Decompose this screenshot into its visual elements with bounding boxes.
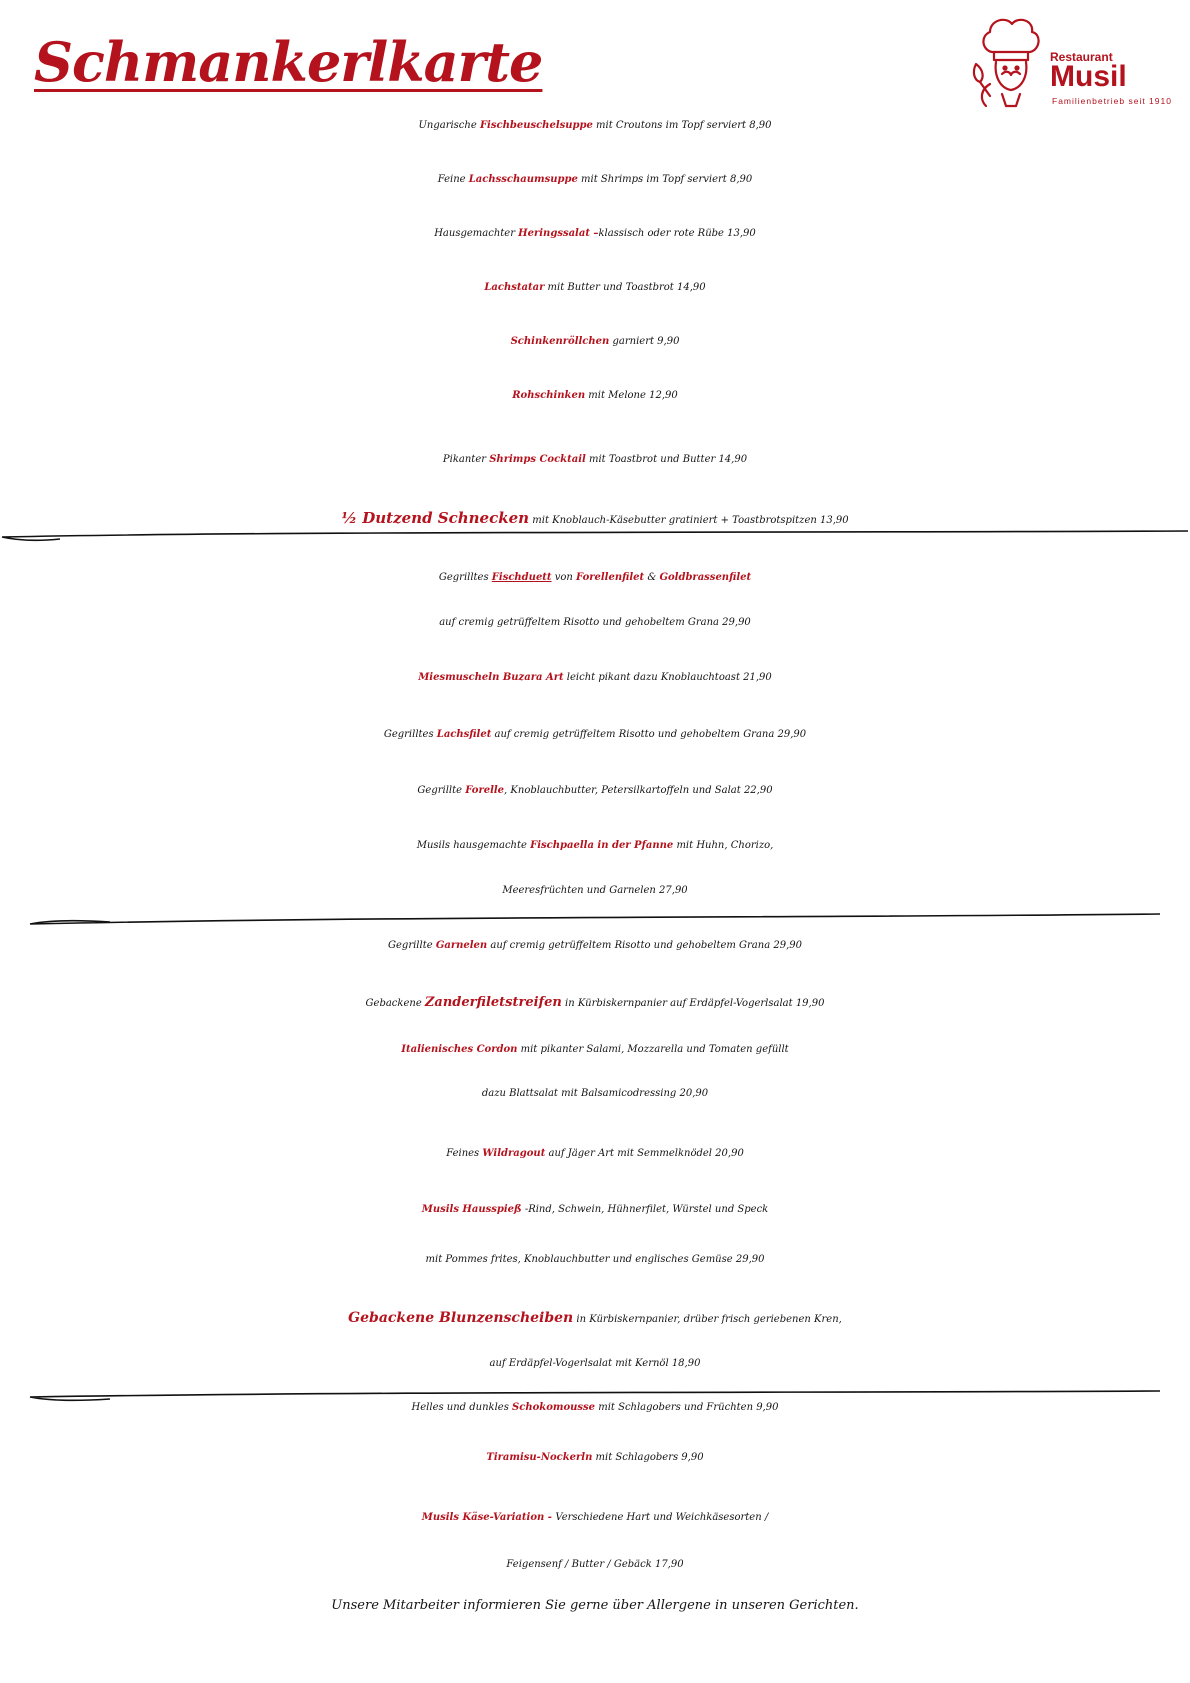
dish-name: Fischduett <box>491 572 552 583</box>
dish-description: Meeresfrüchten und Garnelen 27,90 <box>502 885 688 896</box>
dish-description: mit Pommes frites, Knoblauchbutter und englisches Gemüse 29,90 <box>425 1254 765 1265</box>
menu-item-line <box>0 1452 1190 1464</box>
dish-name: Lachsfilet <box>436 729 492 740</box>
dish-name: Forelle <box>465 785 505 796</box>
dish-description: Gegrillte <box>417 785 466 796</box>
dish-description: Gebackene <box>365 998 425 1009</box>
dish-description: Verschiedene Hart und Weichkäsesorten / <box>555 1512 769 1523</box>
dish-description: mit Shrimps im Topf serviert 8,90 <box>577 174 753 185</box>
dish-description: mit Toastbrot und Butter 14,90 <box>585 454 748 465</box>
dish-name: Garnelen <box>435 940 488 951</box>
dish-description: Gegrilltes <box>438 572 492 583</box>
dish-description: -Rind, Schwein, Hühnerfilet, Würstel und Speck <box>521 1204 769 1215</box>
page-title: Schmankerlkarte <box>34 30 543 94</box>
menu-item-line <box>0 885 1190 897</box>
dish-name: Fischpaella in der Pfanne <box>530 840 674 851</box>
dish-description: Feigensenf / Butter / Gebäck 17,90 <box>506 1559 684 1570</box>
dish-description: , Knoblauchbutter, Petersilkartoffeln und Salat 22,90 <box>504 785 773 796</box>
dish-name: Forellenfilet <box>576 572 645 583</box>
dish-name: Musils Käse-Variation - <box>421 1512 556 1523</box>
logo-name: Musil <box>1050 60 1127 93</box>
logo-restaurant-label: Restaurant <box>1050 50 1113 64</box>
dish-description: von <box>551 572 577 583</box>
dish-name: Goldbrassenfilet <box>659 572 752 583</box>
menu-item-line <box>0 390 1190 402</box>
restaurant-logo <box>968 12 1180 112</box>
dish-description: mit Melone 12,90 <box>585 390 678 401</box>
menu-item-line <box>0 1088 1190 1100</box>
menu-item-line <box>0 1310 1190 1326</box>
dish-description: mit Knoblauch-Käsebutter gratiniert + Toastbrotspitzen 13,90 <box>529 515 849 526</box>
dish-description: Feine <box>437 174 469 185</box>
dish-description: & <box>644 572 660 583</box>
dish-description: auf cremig getrüffeltem Risotto und gehobeltem Grana 29,90 <box>487 940 802 951</box>
dish-name: Wildragout <box>482 1148 546 1159</box>
dish-name: Fischbeuschelsuppe <box>479 120 593 131</box>
dish-description: Ungarische <box>418 120 480 131</box>
dish-description: in Kürbiskernpanier, drüber frisch geriebenen Kren, <box>573 1314 842 1325</box>
section-divider <box>0 908 1190 932</box>
dish-name: Shrimps Cocktail <box>489 454 586 465</box>
dish-description: Helles und dunkles <box>411 1402 513 1413</box>
dish-description: mit Huhn, Chorizo, <box>673 840 774 851</box>
dish-description: auf Jäger Art mit Semmelknödel 20,90 <box>545 1148 744 1159</box>
dish-description: mit pikanter Salami, Mozzarella und Tomaten gefüllt <box>517 1044 789 1055</box>
menu-item-line <box>0 572 1190 584</box>
chef-icon <box>968 12 1052 112</box>
menu-item-line <box>0 1559 1190 1571</box>
dish-name: Gebackene Blunzenscheiben <box>348 1310 574 1326</box>
dish-name: ½ Dutzend Schnecken <box>341 509 530 527</box>
dish-description: dazu Blattsalat mit Balsamicodressing 20,90 <box>481 1088 709 1099</box>
menu-item-line <box>0 785 1190 797</box>
dish-description: mit Croutons im Topf serviert 8,90 <box>592 120 772 131</box>
menu-item-line <box>0 996 1190 1011</box>
menu-item-line <box>0 454 1190 466</box>
menu-item-line <box>0 1358 1190 1370</box>
dish-name: Musils Hausspieß <box>421 1204 522 1215</box>
dish-description: mit Schlagobers und Früchten 9,90 <box>595 1402 779 1413</box>
dish-name: Miesmuscheln Buzara Art <box>418 672 564 683</box>
dish-description: Gegrilltes <box>383 729 437 740</box>
section-divider <box>0 1385 1190 1409</box>
dish-name: Heringssalat – <box>518 228 599 239</box>
dish-name: Italienisches Cordon <box>401 1044 518 1055</box>
menu-item-line <box>0 282 1190 294</box>
menu-item-line <box>0 1512 1190 1524</box>
dish-description: klassisch oder rote Rübe 13,90 <box>598 228 756 239</box>
menu-item-line <box>0 840 1190 852</box>
menu-item-line <box>0 1148 1190 1160</box>
dish-description: Hausgemachter <box>434 228 519 239</box>
dish-description: in Kürbiskernpanier auf Erdäpfel-Vogerlsalat 19,90 <box>561 998 825 1009</box>
dish-description: Pikanter <box>442 454 490 465</box>
dish-name: Zanderfiletstreifen <box>424 995 562 1010</box>
menu-item-line <box>0 940 1190 952</box>
menu-item-line <box>0 729 1190 741</box>
dish-name: Lachsschaumsuppe <box>468 174 578 185</box>
menu-item-line <box>0 1044 1190 1056</box>
dish-description: mit Butter und Toastbrot 14,90 <box>544 282 706 293</box>
section-divider <box>0 525 1190 549</box>
logo-tagline: Familienbetrieb seit 1910 <box>1052 96 1172 106</box>
menu-item-line <box>0 174 1190 186</box>
dish-description: auf cremig getrüffeltem Risotto und gehobeltem Grana 29,90 <box>491 729 807 740</box>
dish-name: Schokomousse <box>512 1402 596 1413</box>
menu-item-line <box>0 228 1190 240</box>
menu-item-line <box>0 617 1190 629</box>
menu-item-line <box>0 120 1190 132</box>
dish-description: auf cremig getrüffeltem Risotto und gehobeltem Grana 29,90 <box>439 617 751 628</box>
dish-description: Feines <box>446 1148 483 1159</box>
dish-description: mit Schlagobers 9,90 <box>592 1452 704 1463</box>
dish-description: garniert 9,90 <box>609 336 680 347</box>
allergen-note: Unsere Mitarbeiter informieren Sie gerne über Allergene in unseren Gerichten. <box>331 1598 859 1613</box>
menu-item-line <box>0 336 1190 348</box>
dish-description: Gegrillte <box>388 940 436 951</box>
dish-name: Tiramisu-Nockerln <box>486 1452 593 1463</box>
menu-item-line <box>0 1254 1190 1266</box>
menu-item-line <box>0 672 1190 684</box>
dish-name: Rohschinken <box>512 390 586 401</box>
dish-description: auf Erdäpfel-Vogerlsalat mit Kernöl 18,90 <box>489 1358 701 1369</box>
dish-description: leicht pikant dazu Knoblauchtoast 21,90 <box>563 672 772 683</box>
dish-name: Lachstatar <box>484 282 545 293</box>
menu-item-line <box>0 1204 1190 1216</box>
dish-description: Musils hausgemachte <box>416 840 531 851</box>
dish-name: Schinkenröllchen <box>510 336 610 347</box>
